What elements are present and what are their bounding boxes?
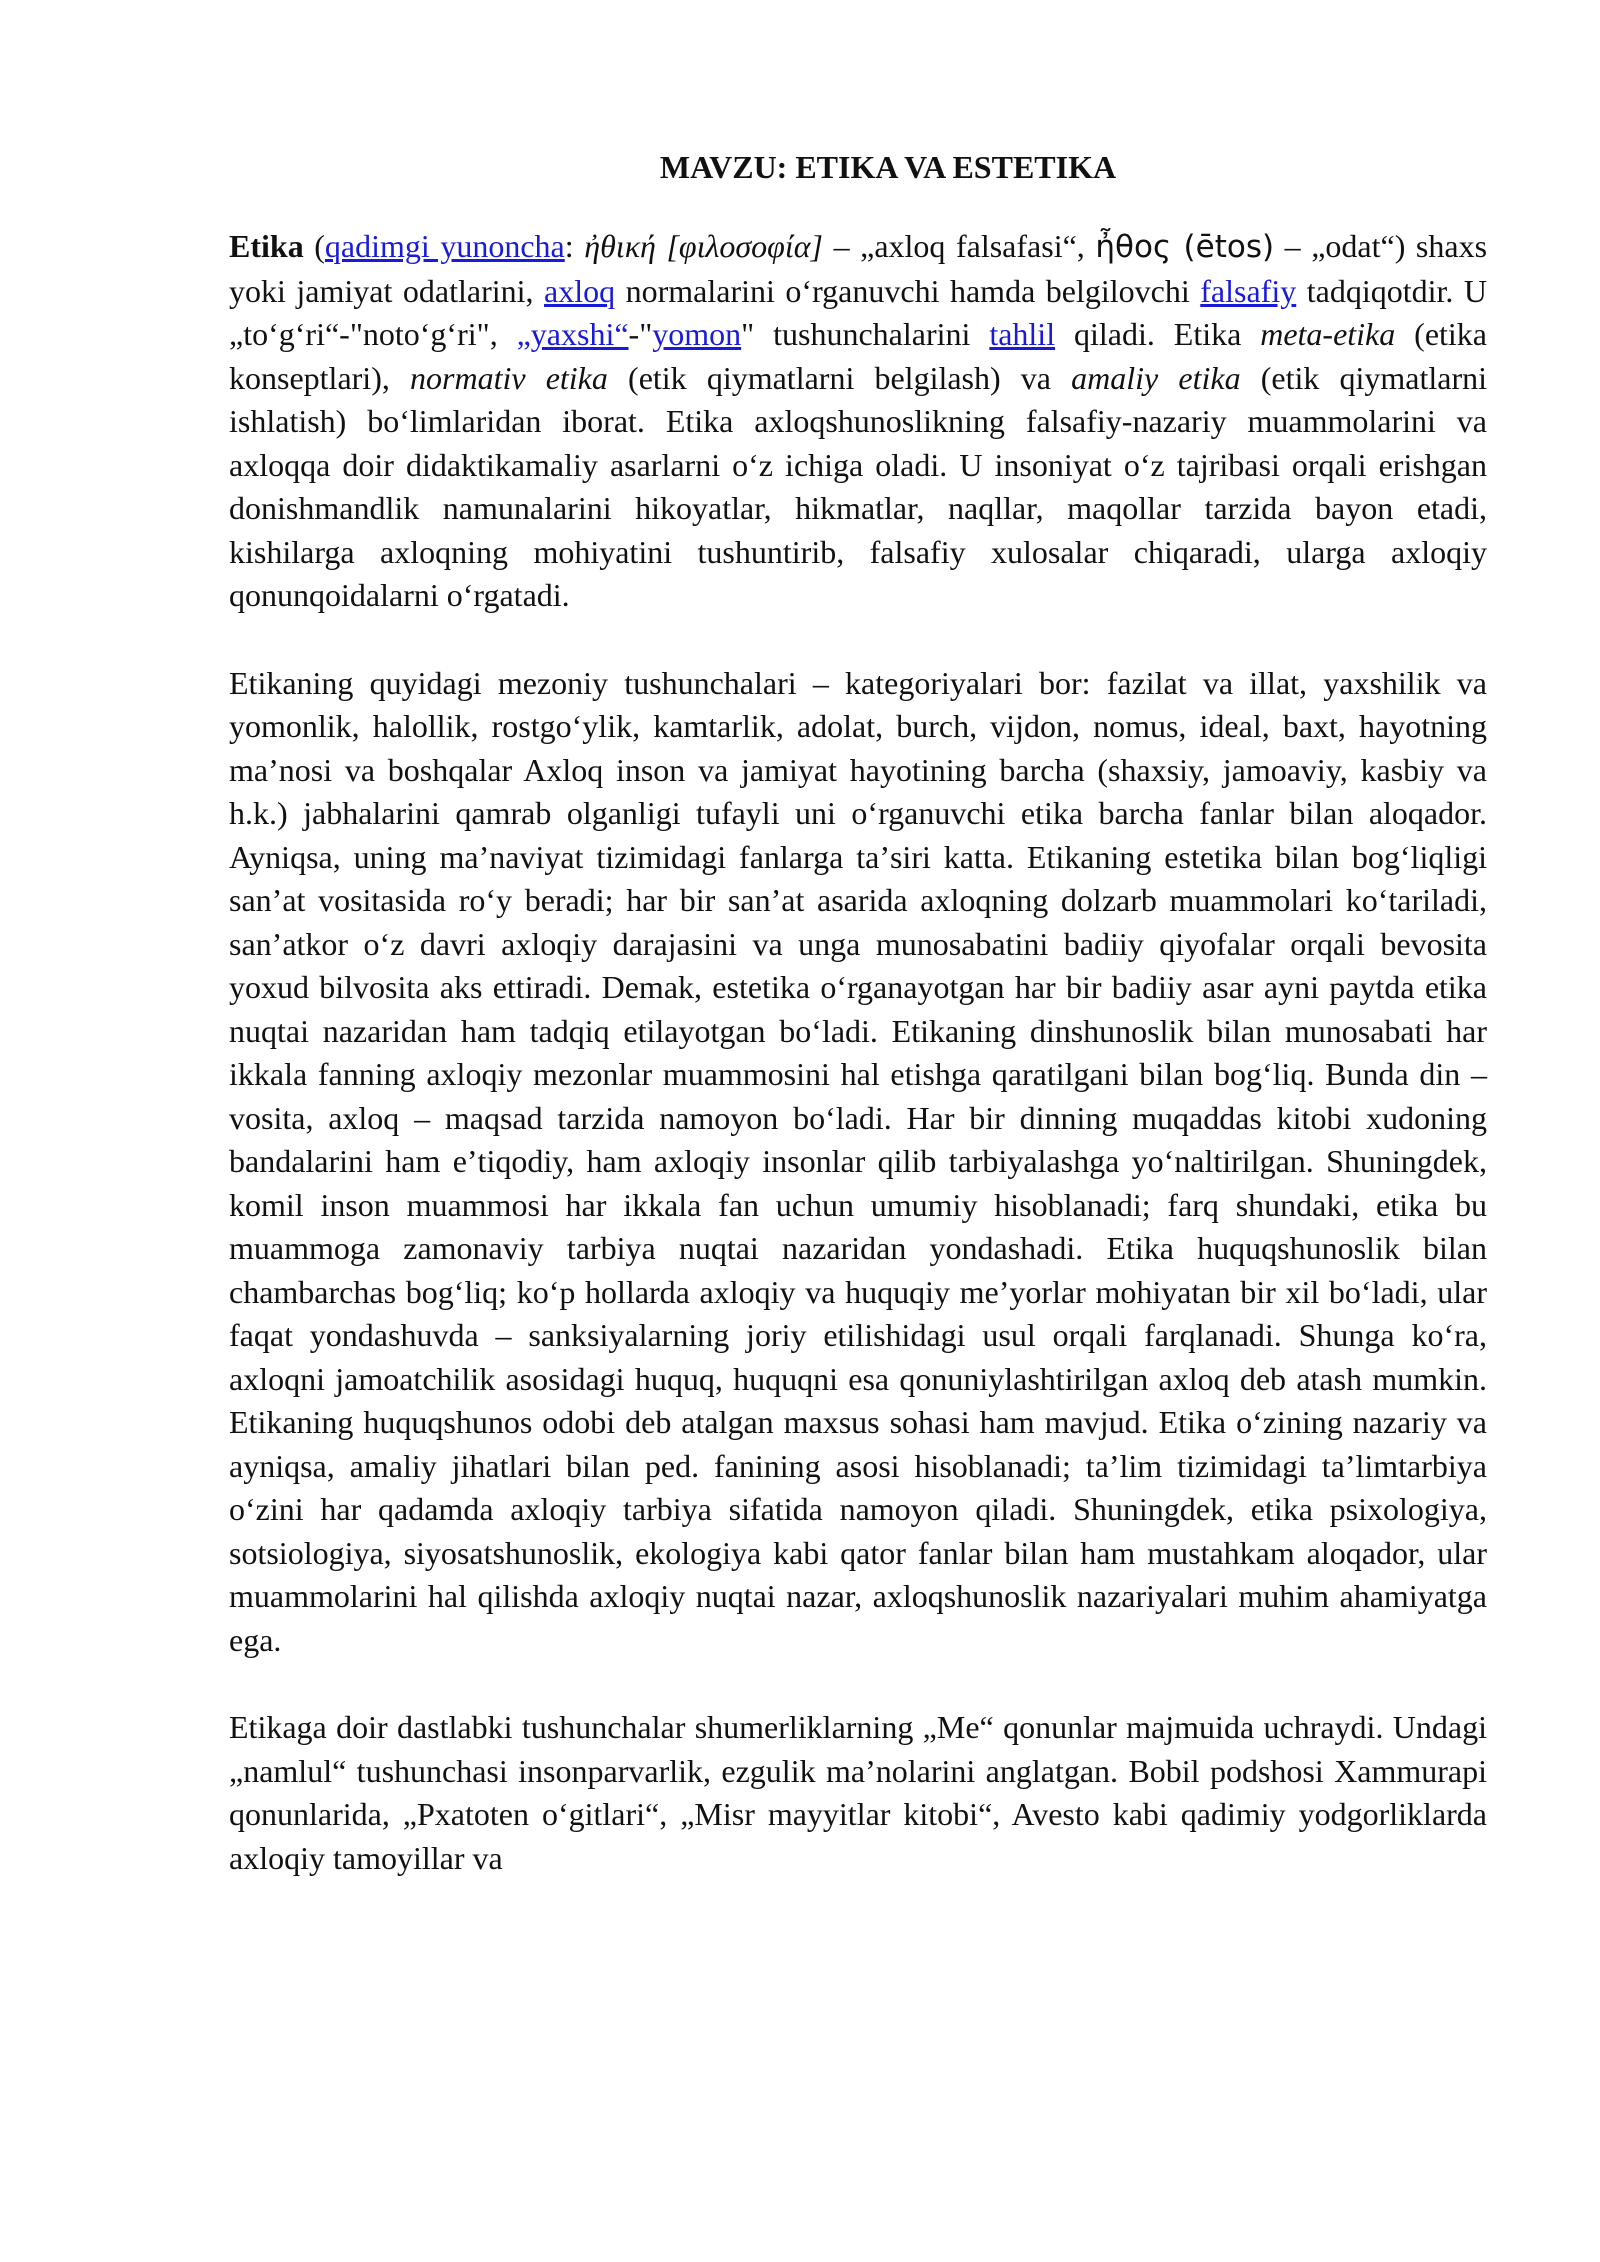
text-segment: qiladi. Etika [1055,316,1261,352]
text-segment: -" [628,316,653,352]
link-axloq[interactable]: axloq [544,272,616,309]
page-title: MAVZU: ETIKA VA ESTETIKA [659,149,1117,185]
link-yaxshi[interactable]: „yaxshi“ [516,316,629,352]
text-segment: (etika konseptlari), [229,316,1487,396]
text-segment: tadqiqotdir. U „toʻgʻri“-"notoʻgʻri", [229,272,1488,352]
text-segment: – „odat“) shaxs yoki jamiyat odatlarini, [229,228,1488,309]
text-segment: : [564,228,585,264]
greek-etos: ἦθος (ētos) [1095,229,1275,265]
link-tahlil[interactable]: tahlil [989,316,1056,352]
text-segment: " tushunchalarini [741,316,990,352]
paragraph-3: Etikaga doir dastlabki tushunchalar shumerliklarning „Me“ qonunlar majmuida uchraydi. Undagi „namlul“ tushunchasi insonparvarlik, ezgulik maʼnolarini anglatgan. Bobil podshosi Xammurapi qonunlarida, „Pxatoten oʻgitlari“, „Misr mayyitlar kitobi“, Avesto kabi qadimiy yodgorliklarda axloqiy tamoyillar va [229,1709,1487,1876]
italic-normativ-etika: normativ etika [410,359,608,396]
paragraph-2: Etikaning quyidagi mezoniy tushunchalari – kategoriyalari bor: fazilat va illat, yaxshilik va yomonlik, halollik, rostgoʻylik, kamtarlik, adolat, burch, vijdon, nomus, ideal, baxt, hayotning maʼnosi va boshqalar Axloq inson va jamiyat hayotining barcha (shaxsiy, jamoaviy, kasbiy va h.k.) jabhalarini qamrab olganligi tufayli uni oʻrganuvchi etika barcha fanlar bilan aloqador. Ayniqsa, uning maʼnaviyat tizimidagi fanlarga taʼsiri katta. Etikaning estetika bilan bogʻliqligi sanʼat vositasida roʻy beradi; har bir sanʼat asarida axloqning dolzarb muammolari koʻtariladi, sanʼatkor oʻz davri axloqiy darajasini va unga munosabatini badiiy qiyofalar orqali bevosita yoxud bilvosita aks ettiradi. Demak, estetika oʻrganayotgan har bir badiiy asar ayni paytda etika nuqtai nazaridan ham tadqiq etilayotgan boʻladi. Etikaning dinshunoslik bilan munosabati har ikkala fanning axloqiy mezonlar muammosini hal etishga qaratilgani bilan bogʻliq. Bunda din – vosita, axloq – maqsad tarzida namoyon boʻladi. Har bir dinning muqaddas kitobi xudoning bandalarini ham eʼtiqodiy, ham axloqiy insonlar qilib tarbiyalashga yoʻnaltirilgan. Shuningdek, komil inson muammosi har ikkala fan uchun umumiy hisoblanadi; farq shundaki, etika bu muammoga zamonaviy tarbiya nuqtai nazaridan yondashadi. Etika huquqshunoslik bilan chambarchas bogʻliq; koʻp hollarda axloqiy va huquqiy meʼyorlar mohiyatan bir xil boʻladi, ular faqat yondashuvda – sanksiyalarning joriy etilishidagi usul orqali farqlanadi. Shunga koʻra, axloqni jamoatchilik asosidagi huquq, huquqni esa qonuniylashtirilgan axloq deb atash mumkin. Etikaning huquqshunos odobi deb atalgan maxsus sohasi ham mavjud. Etika oʻzining nazariy va ayniqsa, amaliy jihatlari bilan ped. fanining asosi hisoblanadi; taʼlim tizimidagi taʼlimtarbiya oʻzini har qadamda axloqiy tarbiya sifatida namoyon qiladi. Shuningdek, etika psixologiya, sotsiologiya, siyosatshunoslik, ekologiya kabi qator fanlar bilan ham mustahkam aloqador, ular muammolarini hal qilishda axloqiy nuqtai nazar, axloqshunoslik nazariyalari muhim ahamiyatga ega. [229,664,1487,1658]
document-body [229,146,1487,1924]
italic-amaliy-etika: amaliy etika [1071,359,1241,396]
link-yomon[interactable]: yomon [652,316,742,352]
link-qadimgi-yunoncha[interactable]: qadimgi yunoncha [324,228,565,264]
text-segment: (etik qiymatlarni belgilash) va [607,359,1072,396]
text-segment: ( [303,228,325,264]
text-segment: – „axloq falsafasi“, [823,228,1096,264]
paragraph-1 [229,225,1487,618]
greek-term: ἠθική [φιλοσοφία] [584,228,824,264]
term-etika: Etika [229,228,304,264]
text-segment: normalarini oʻrganuvchi hamda belgilovchi [615,272,1201,309]
text-segment: (etik qiymatlarni ishlatish) boʻlimlaridan iborat. Etika axloqshunoslikning falsafiy-nazariy muammolarini va axloqqa doir didaktikamaliy asarlarni oʻz ichiga oladi. U insoniyat oʻz tajribasi orqali erishgan donishmandlik namunalarini hikoyatlar, hikmatlar, naqllar, maqollar tarzida bayon etadi, kishilarga axloqning mohiyatini tushuntirib, falsafiy xulosalar chiqaradi, ularga axloqiy qonunqoidalarni oʻrgatadi. [229,359,1488,613]
link-falsafiy[interactable]: falsafiy [1200,272,1297,309]
italic-meta-etika: meta-etika [1260,316,1396,352]
